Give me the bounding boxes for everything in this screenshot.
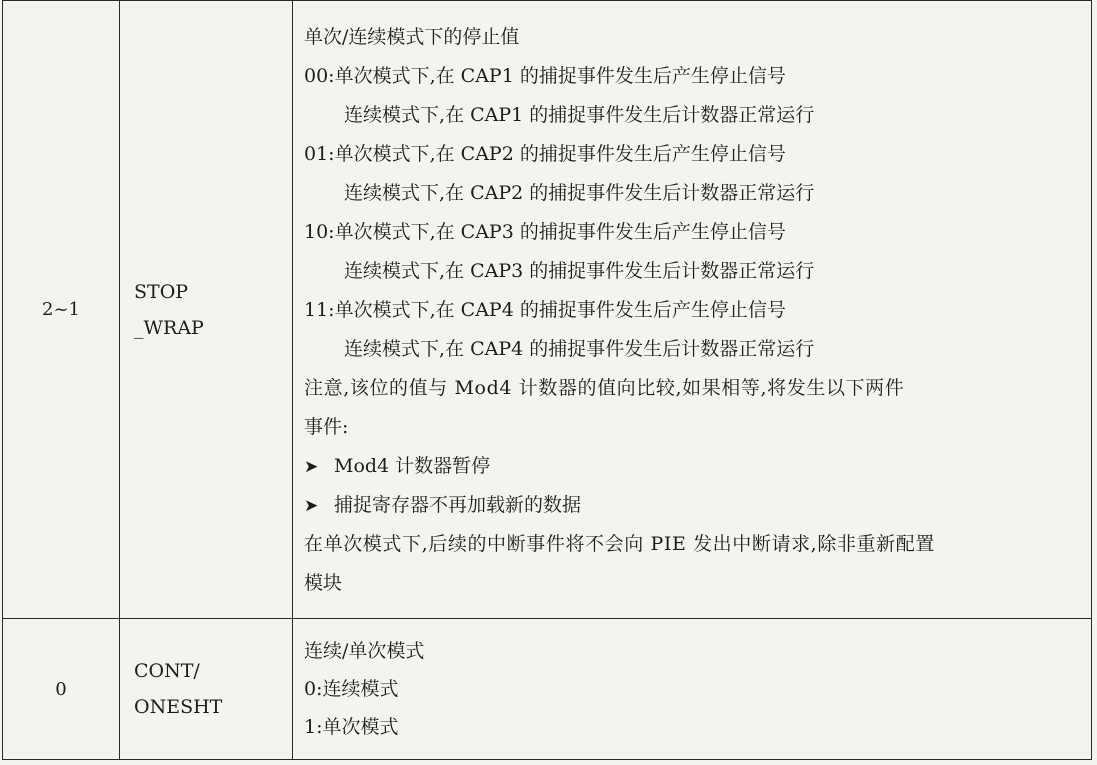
description-note-line: 注意,该位的值与 Mod4 计数器的值向比较,如果相等,将发生以下两件 [304, 377, 905, 399]
bullet-item [304, 486, 1081, 525]
bullet-text: Mod4 计数器暂停 [334, 455, 491, 477]
bit-range-cell [3, 1, 120, 619]
description-cell [293, 1, 1092, 619]
field-name-line1: STOP [134, 280, 189, 303]
description-line: 连续模式下,在 CAP2 的捕捉事件发生后计数器正常运行 [344, 182, 815, 204]
field-name-line2: _WRAP [134, 316, 204, 339]
description-line: 模块 [304, 572, 343, 594]
description-line: 连续/单次模式 [304, 640, 425, 662]
arrow-bullet-icon: ➤ [304, 496, 319, 516]
field-name-cell [120, 1, 293, 619]
table-row-stop-wrap [3, 1, 1092, 619]
description-line: 连续模式下,在 CAP1 的捕捉事件发生后计数器正常运行 [344, 104, 815, 126]
field-name [120, 274, 292, 346]
description-line: 11:单次模式下,在 CAP4 的捕捉事件发生后产生停止信号 [304, 299, 786, 321]
description-line: 00:单次模式下,在 CAP1 的捕捉事件发生后产生停止信号 [304, 65, 786, 87]
description-line: 连续模式下,在 CAP4 的捕捉事件发生后计数器正常运行 [344, 338, 815, 360]
bit-range-cell [3, 619, 120, 760]
field-name-line2: ONESHT [134, 696, 223, 718]
field-name-line1: CONT/ [134, 660, 200, 682]
field-name [120, 653, 292, 725]
field-name-cell [120, 619, 293, 760]
description-line: 事件: [304, 416, 349, 438]
description-line: 0:连续模式 [304, 678, 399, 700]
bit-range-text: 0 [55, 678, 67, 700]
bullet-text: 捕捉寄存器不再加载新的数据 [334, 494, 582, 516]
register-bit-table [2, 0, 1092, 760]
description-line: 单次/连续模式下的停止值 [304, 26, 520, 48]
description-line: 01:单次模式下,在 CAP2 的捕捉事件发生后产生停止信号 [304, 143, 786, 165]
description-cell [293, 619, 1092, 760]
description-line: 1:单次模式 [304, 716, 399, 738]
bullet-item [304, 447, 1081, 486]
description-line: 连续模式下,在 CAP3 的捕捉事件发生后计数器正常运行 [344, 260, 815, 282]
bit-range-text: 2~1 [42, 299, 80, 320]
description-line: 在单次模式下,后续的中断事件将不会向 PIE 发出中断请求,除非重新配置 [304, 533, 935, 555]
table-row-cont-oneshot [3, 619, 1092, 760]
description-block [293, 622, 1091, 756]
description-line: 10:单次模式下,在 CAP3 的捕捉事件发生后产生停止信号 [304, 221, 786, 243]
arrow-bullet-icon: ➤ [304, 457, 319, 477]
description-block [293, 4, 1091, 615]
